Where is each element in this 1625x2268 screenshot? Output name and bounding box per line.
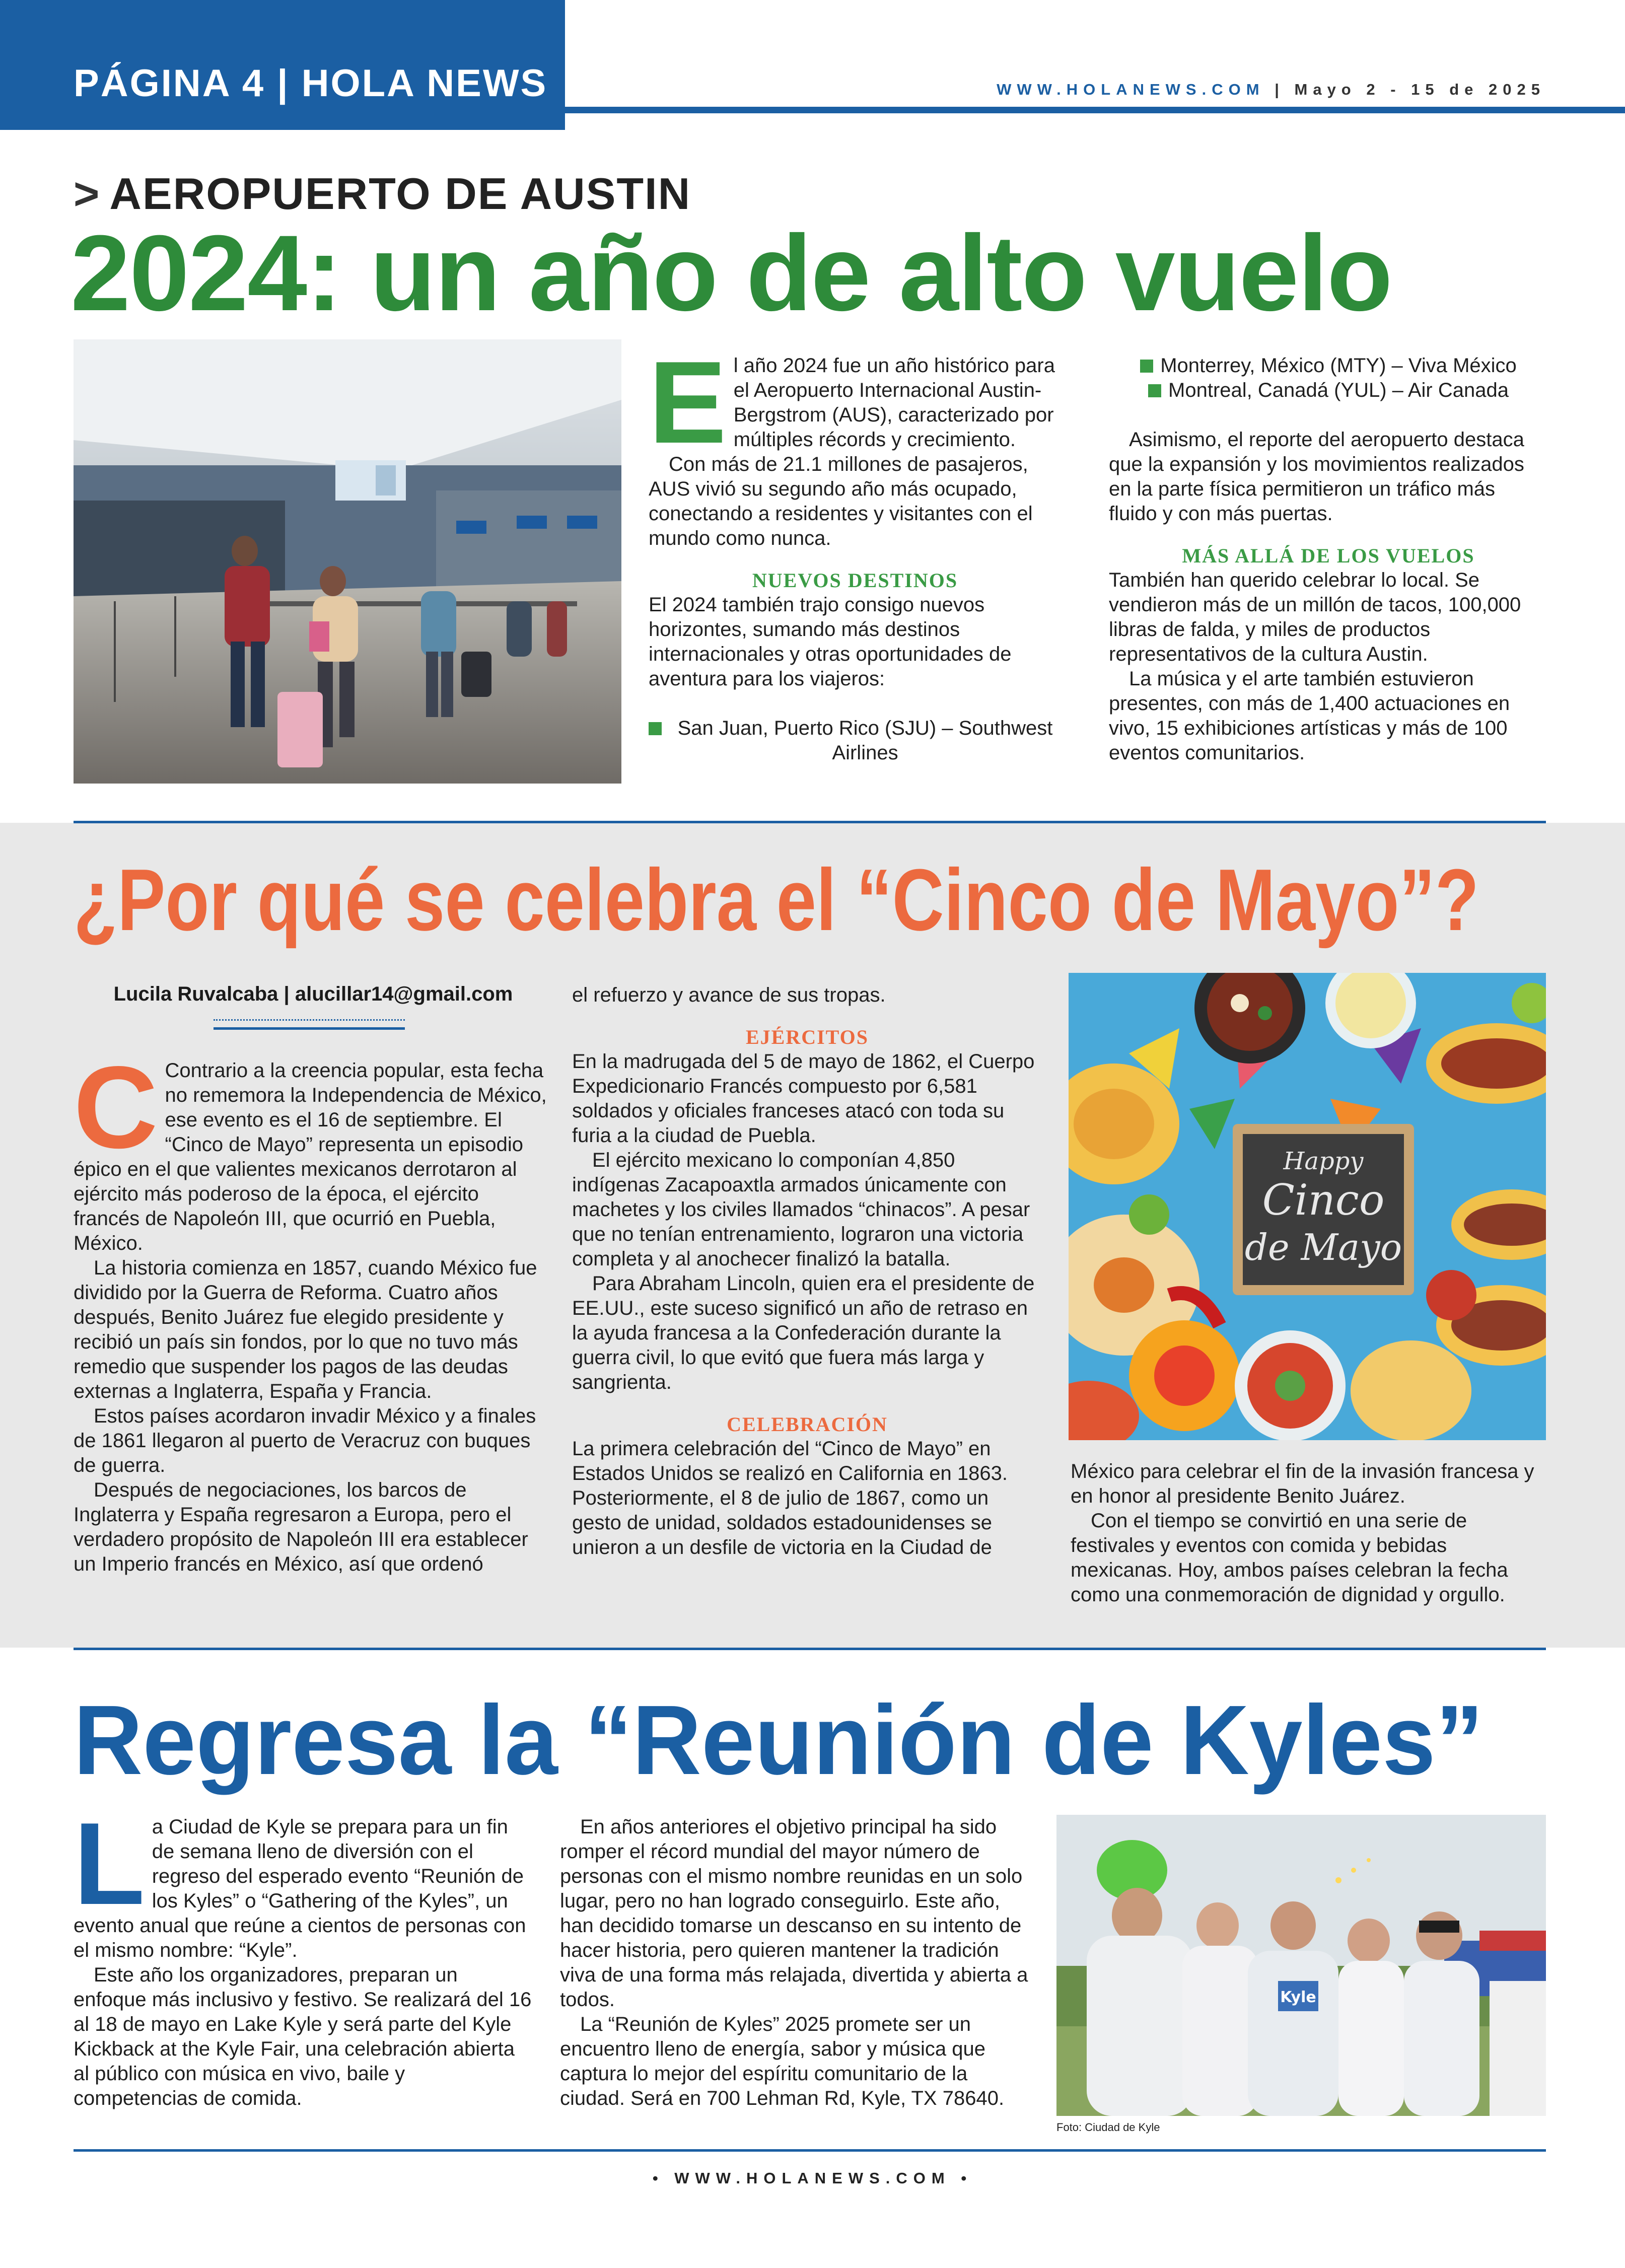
kyles-paragraph: a Ciudad de Kyle se prepara para un fin de semana lleno de diversión con el regreso del esperado evento “Reunión de los Kyles” o “Gathering of the Kyles”, un evento anual que reúne a cientos de personas con el mismo nombre: “Kyle”.: [74, 1816, 526, 1961]
cinco-subhead-ejercitos: EJÉRCITOS: [745, 1026, 869, 1048]
cinco-paragraph: La historia comienza en 1857, cuando México fue dividido por la Guerra de Reforma. Cuatro años después, Benito Juárez fue elegido presidente y recibió un país sin fondos, por lo que no tuvo más remedio que suspender los pagos de las deudas externas a Inglaterra, España y Francia.: [74, 1257, 537, 1402]
austin-paragraph: Asimismo, el reporte del aeropuerto destaca que la expansión y los movimientos realizados en la parte física permitieron un tráfico más fluido y con más puertas.: [1109, 429, 1524, 525]
austin-col-1: [649, 337, 1062, 765]
destination-text: Montreal, Canadá (YUL) – Air Canada: [1168, 379, 1509, 401]
destination-item: [1109, 353, 1548, 378]
header-meta: [997, 81, 1545, 99]
section-divider: [74, 2149, 1546, 2152]
kyles-photo: [1056, 1815, 1546, 2116]
section-divider: [74, 1648, 1546, 1650]
cinco-paragraph: Contrario a la creencia popular, esta fecha no rememora la Independencia de México, ese evento es el 16 de septiembre. El “Cinco de Mayo” representa un episodio épico en el que valientes mexicanos derrotaron al ejército más poderoso de la época, el ejército francés de Napoleón III, que ocurrió en Puebla, México.: [74, 1059, 547, 1254]
kyles-paragraph: Este año los organizadores, preparan un enfoque más inclusivo y festivo. Se realizará del 16 al 18 de mayo en Lake Kyle y será parte del Kyle Kickback at the Kyle Fair, una celebración abierta al público con música en vivo, baile y competencias de comida.: [74, 1964, 532, 2109]
kyles-paragraph: La “Reunión de Kyles” 2025 promete ser un encuentro lleno de energía, sabor y música que captura lo mejor del espíritu comunitario de la ciudad. Será en 700 Lehman Rd, Kyle, TX 78640.: [560, 2013, 1005, 2109]
bullet-square-icon: [1148, 384, 1161, 397]
cinco-paragraph: La primera celebración del “Cinco de Mayo” en Estados Unidos se realizó en California en 1863. Posteriormente, el 8 de julio de 1867, como un gesto de unidad, soldados estadounidenses se unieron a un desfile de victoria en la Ciudad de: [572, 1438, 1008, 1558]
austin-col-2: [1109, 353, 1548, 765]
cinco-paragraph: Después de negociaciones, los barcos de Inglaterra y España regresaron a Europa, pero el verdadero propósito de Napoleón III era establecer un Imperio francés en México, así que ordenó: [74, 1479, 528, 1575]
austin-subhead-vuelos: MÁS ALLÁ DE LOS VUELOS: [1182, 544, 1475, 567]
cinco-paragraph: Con el tiempo se convirtió en una serie de festivales y eventos con comida y bebidas mexicanas. Hoy, ambos países celebran la fecha como una conmemoración de dignidad y orgullo.: [1071, 1510, 1508, 1606]
byline[interactable]: Lucila Ruvalcaba | alucillar14@gmail.com: [113, 983, 513, 1005]
destination-item: [649, 716, 1062, 765]
cinco-paragraph: Para Abraham Lincoln, quien era el presidente de EE.UU., este suceso significó un año de retraso en la ayuda francesa a la Confederación durante la guerra civil, lo que evitó que fuera más larga y sangrienta.: [572, 1272, 1035, 1393]
austin-paragraph: El 2024 también trajo consigo nuevos horizontes, sumando más destinos internacionales y otras oportunidades de aventura para los viajeros:: [649, 594, 1012, 690]
cinco-col-2: [572, 983, 1042, 1560]
kyles-dropcap: L: [74, 1799, 145, 1929]
cinco-paragraph: El ejército mexicano lo componían 4,850 indígenas Zacapoaxtla armados únicamente con machetes y los civiles llamados “chinacos”. A pesar que no tenían entrenamiento, lograron una victoria completa y al anochecer finalizó la batalla.: [572, 1149, 1030, 1270]
austin-paragraph: Con más de 21.1 millones de pasajeros, AUS vivió su segundo año más ocupado, conectando a residentes y visitantes con el mundo como nunca.: [649, 453, 1033, 549]
kyles-col-1: [74, 1799, 534, 2111]
section-divider: [74, 821, 1546, 823]
issue-date: Mayo 2 - 15 de 2025: [1294, 81, 1545, 98]
austin-subhead-destinos: NUEVOS DESTINOS: [752, 569, 958, 592]
shirt-text: Kyle: [1280, 1989, 1316, 2006]
byline-rule: [214, 1027, 405, 1030]
bullet-square-icon: [1140, 360, 1153, 373]
kyles-col-2: [560, 1815, 1035, 2111]
page-label: PÁGINA 4 | HOLA NEWS: [74, 62, 548, 105]
footer-site-url[interactable]: • WWW.HOLANEWS.COM •: [652, 2169, 973, 2187]
board-text-de-mayo: de Mayo: [1244, 1226, 1402, 1268]
cinco-paragraph: En la madrugada del 5 de mayo de 1862, el Cuerpo Expedicionario Francés compuesto por 6,581 soldados y oficiales franceses atacó con toda su furia a la ciudad de Puebla.: [572, 1050, 1035, 1147]
austin-dropcap: E: [649, 337, 727, 468]
destination-text: Monterrey, México (MTY) – Viva México: [1160, 355, 1517, 377]
byline-divider: [214, 1019, 405, 1021]
austin-paragraph: La música y el arte también estuvieron presentes, con más de 1,400 actuaciones en vivo, 15 exhibiciones artísticas y más de 100 eventos comunitarios.: [1109, 668, 1510, 764]
page-header-bar: [0, 0, 565, 130]
destination-text: San Juan, Puerto Rico (SJU) – Southwest Airlines: [677, 717, 1053, 764]
cinco-photo: [1069, 973, 1546, 1440]
cinco-subhead-celebracion: CELEBRACIÓN: [727, 1413, 888, 1436]
chevron-right-icon: >: [74, 169, 101, 219]
kyles-headline: Regresa la “Reunión de Kyles”: [74, 1685, 1483, 1795]
section-kicker: [74, 168, 691, 220]
board-text-happy: Happy: [1283, 1147, 1364, 1175]
destination-item: [1109, 378, 1548, 403]
cinco-headline: ¿Por qué se celebra el “Cinco de Mayo”?: [74, 851, 1479, 949]
cinco-col-3: [1071, 1459, 1546, 1607]
board-text-cinco: Cinco: [1262, 1175, 1385, 1225]
cinco-col-1: [74, 1042, 550, 1577]
austin-headline: 2024: un año de alto vuelo: [70, 213, 1392, 333]
austin-lead: l año 2024 fue un año histórico para el Aeropuerto Internacional Austin-Bergstrom (AUS), caracterizado por múltiples récords y crecimiento.: [733, 355, 1055, 451]
bullet-square-icon: [649, 722, 662, 735]
header-separator: |: [1275, 81, 1285, 98]
cinco-paragraph: Estos países acordaron invadir México y a finales de 1861 llegaron al puerto de Veracruz con buques de guerra.: [74, 1405, 536, 1476]
airport-photo: [74, 339, 621, 784]
kicker-text: AEROPUERTO DE AUSTIN: [109, 169, 691, 219]
cinco-paragraph: el refuerzo y avance de sus tropas.: [572, 984, 886, 1006]
site-url[interactable]: WWW.HOLANEWS.COM: [997, 81, 1265, 98]
cinco-paragraph: México para celebrar el fin de la invasión francesa y en honor al presidente Benito Juárez.: [1071, 1460, 1534, 1507]
cinco-dropcap: C: [74, 1042, 158, 1173]
header-rule: [565, 107, 1625, 113]
kyles-paragraph: En años anteriores el objetivo principal ha sido romper el récord mundial del mayor número de personas con el mismo nombre reunidas en un solo lugar, pero no han logrado conseguirlo. Este año, han decidido tomarse un descanso en su intento de hacer historia, pero quieren mantener la tradición viva de una forma más relajada, divertida y abierta a todos.: [560, 1816, 1028, 2011]
austin-paragraph: También han querido celebrar lo local. Se vendieron más de un millón de tacos, 100,000 libras de falda, y miles de productos representativos de la cultura Austin.: [1109, 569, 1521, 665]
photo-caption: Foto: Ciudad de Kyle: [1056, 2121, 1160, 2134]
